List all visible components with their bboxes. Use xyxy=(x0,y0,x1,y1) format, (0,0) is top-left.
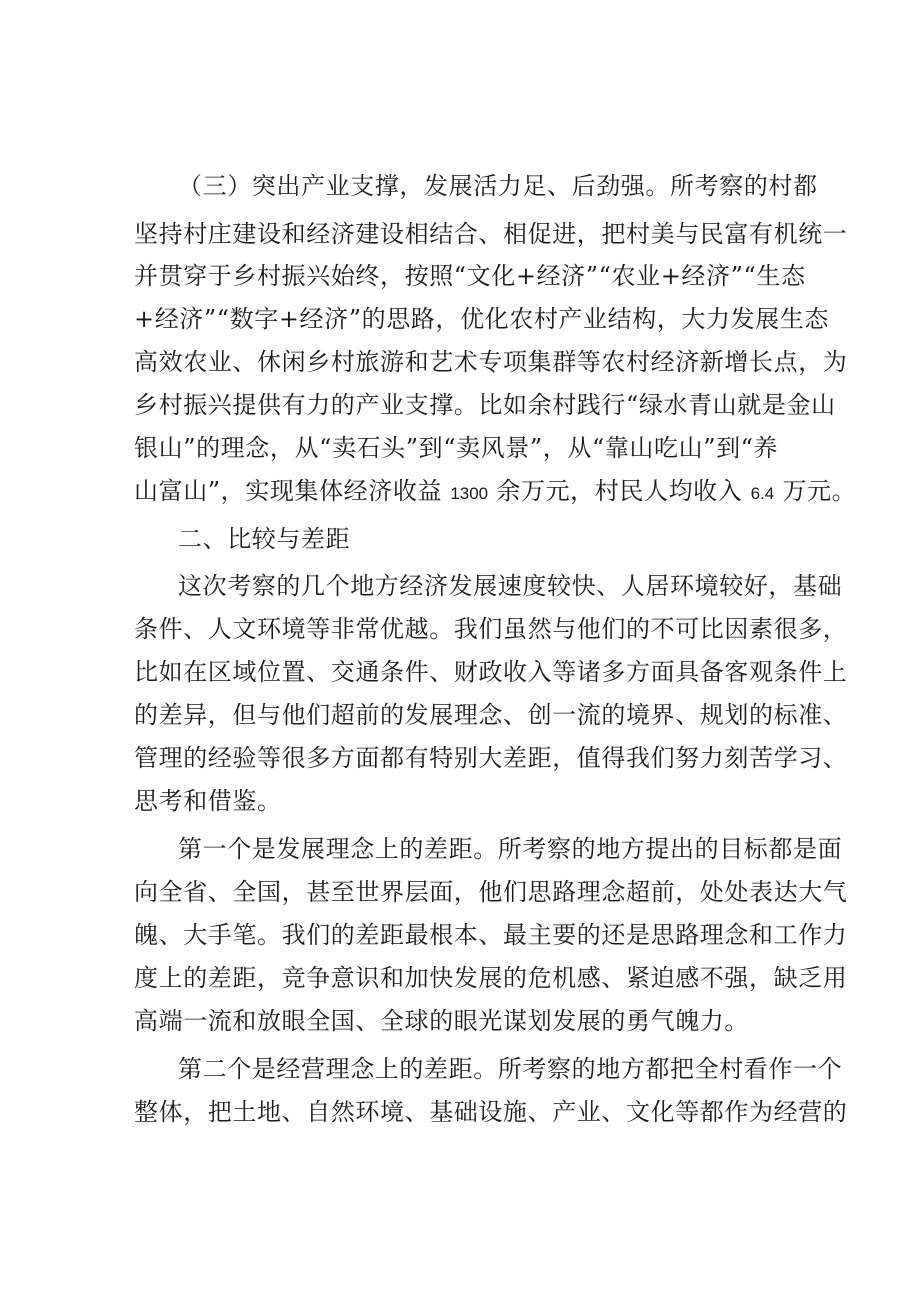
section-three-line-1: （三）突出产业支撑，发展活力足、后劲强。所考察的村都 xyxy=(178,172,818,200)
income-text-2: 余万元，村民人均收入 xyxy=(488,477,751,505)
gap-two-line-1: 第二个是经营理念上的差距。所考察的地方都把全村看作一个 xyxy=(178,1055,843,1083)
comparison-line-1: 这次考察的几个地方经济发展速度较快、人居环境较好，基础 xyxy=(178,572,843,600)
section-three-line-2: 坚持村庄建设和经济建设相结合、相促进，把村美与民富有机统一 xyxy=(134,220,848,248)
section-three-line-6: 乡村振兴提供有力的产业支撑。比如余村践行“绿水青山就是金山 xyxy=(134,391,836,419)
gap-one-line-5: 高端一流和放眼全国、全球的眼光谋划发展的勇气魄力。 xyxy=(134,1007,749,1035)
collective-income-value: 1300 xyxy=(450,484,489,503)
heading-comparison-gap: 二、比较与差距 xyxy=(178,525,351,553)
gap-one-line-1: 第一个是发展理念上的差距。所考察的地方提出的目标都是面 xyxy=(178,835,843,863)
per-capita-income-value: 6.4 xyxy=(750,484,775,503)
section-three-line-5: 高效农业、休闲乡村旅游和艺术专项集群等农村经济新增长点，为 xyxy=(134,348,848,376)
comparison-line-2: 条件、人文环境等非常优越。我们虽然与他们的不可比因素很多， xyxy=(134,615,848,643)
section-three-line-8 xyxy=(134,475,856,510)
gap-two-line-2: 整体，把土地、自然环境、基础设施、产业、文化等都作为经营的 xyxy=(134,1098,848,1126)
section-three-line-3: 并贯穿于乡村振兴始终，按照“文化+经济”“农业+经济”“生态 xyxy=(134,262,806,290)
section-three-line-7: 银山”的理念，从“卖石头”到“卖风景”，从“靠山吃山”到“养 xyxy=(134,434,779,462)
comparison-line-6: 思考和借鉴。 xyxy=(134,787,282,815)
income-text-1: 山富山”，实现集体经济收益 xyxy=(134,477,451,505)
section-three-line-4: +经济”“数字+经济”的思路，优化农村产业结构，大力发展生态 xyxy=(134,305,830,333)
gap-one-line-3: 魄、大手笔。我们的差距最根本、最主要的还是思路理念和工作力 xyxy=(134,921,848,949)
comparison-line-3: 比如在区域位置、交通条件、财政收入等诸多方面具备客观条件上 xyxy=(134,658,848,686)
income-text-3: 万元。 xyxy=(774,477,857,505)
gap-one-line-4: 度上的差距，竞争意识和加快发展的危机感、紧迫感不强，缺乏用 xyxy=(134,964,848,992)
comparison-line-5: 管理的经验等很多方面都有特别大差距，值得我们努力刻苦学习、 xyxy=(134,744,848,772)
comparison-line-4: 的差异，但与他们超前的发展理念、创一流的境界、规划的标准、 xyxy=(134,701,848,729)
gap-one-line-2: 向全省、全国，甚至世界层面，他们思路理念超前，处处表达大气 xyxy=(134,878,848,906)
